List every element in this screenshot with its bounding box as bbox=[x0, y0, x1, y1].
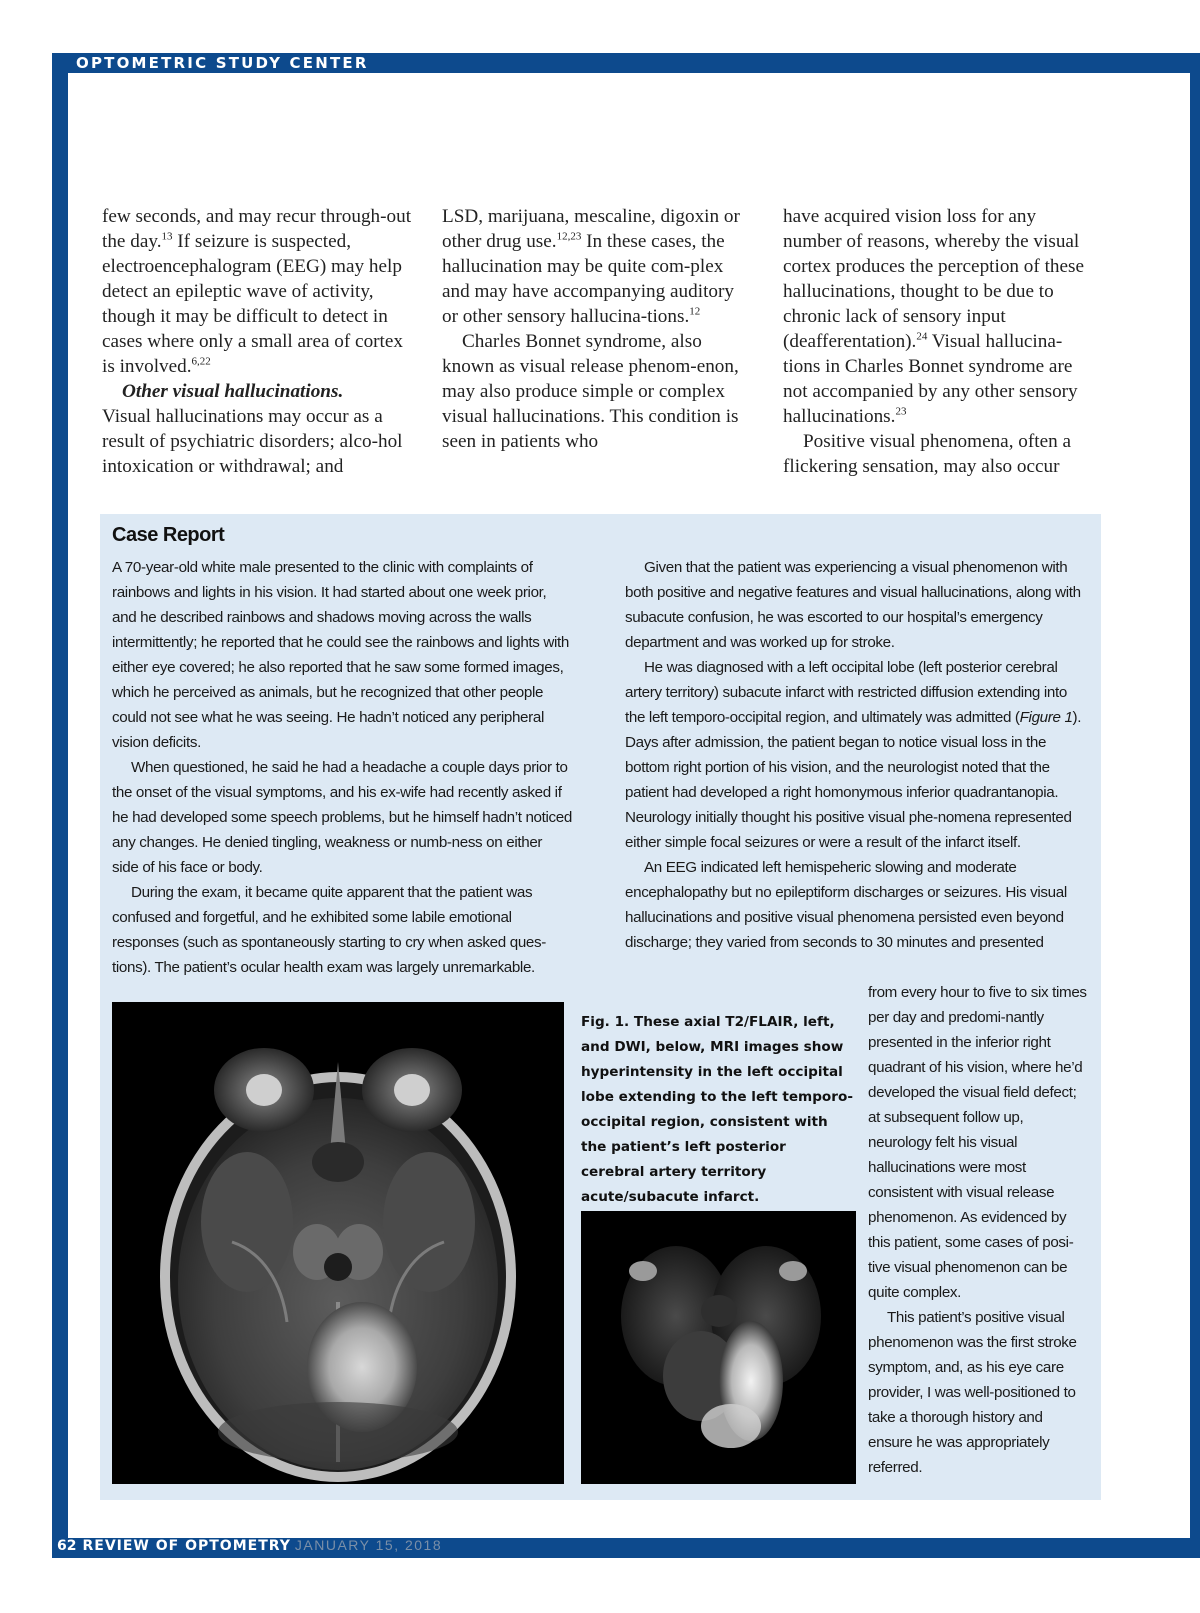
citation: 13 bbox=[161, 230, 173, 243]
case-report-narrow-column bbox=[868, 980, 1090, 1480]
article-column-1 bbox=[102, 204, 412, 479]
paragraph: He was diagnosed with a left occipital lobe (left posterior cerebral artery territory) subacute infarct with restricted diffusion extending into the left temporo-occipital region, and ultimately was admitted (Figure 1). Days after admission, the patient began to notice visual loss in the bottom right portion of his vision, and the neurologist noted that the patient had developed a right homonymous inferior quadrantanopia. Neurology initially thought his positive visual phe-nomena represented either simple focal seizures or were a result of the infarct itself. bbox=[625, 659, 1082, 851]
case-report-left-column bbox=[112, 555, 572, 980]
paragraph: Visual hallucinations may occur as a result of psychiatric disorders; alco-hol intoxication or withdrawal; and bbox=[102, 406, 403, 477]
figure-reference: Figure 1 bbox=[1019, 709, 1073, 726]
paragraph: This patient’s positive visual phenomenon was the first stroke symptom, and, as his eye care provider, I was well-positioned to take a thorough history and ensure he was appropriately referred. bbox=[868, 1309, 1077, 1476]
paragraph: Positive visual phenomena, often a flickering sensation, may also occur bbox=[783, 431, 1072, 477]
magazine-name: REVIEW OF OPTOMETRY bbox=[82, 1538, 291, 1554]
paragraph: LSD, marijuana, mescaline, digoxin or other drug use.$^{12,23}$ In these cases, the hallucination may be quite com-plex and may have accompanying auditory or other sensory hallucina-tions.$^{12}$ bbox=[442, 206, 740, 327]
page-number: 62 bbox=[57, 1538, 77, 1554]
page-footer bbox=[57, 1537, 442, 1554]
citation: 12,23 bbox=[556, 230, 582, 243]
citation: 23 bbox=[895, 405, 907, 418]
paragraph bbox=[102, 379, 412, 404]
figure-caption: Fig. 1. These axial T2/FLAIR, left, and DWI, below, MRI images show hyperintensity in the left occipital lobe extending to the left temporo-occipital region, consistent with the patient’s left posterior cerebral artery territory acute/subacute infarct. bbox=[581, 1014, 853, 1205]
paragraph: Charles Bonnet syndrome, also known as visual release phenom-enon, may also produce simple or complex visual hallucinations. This condition is seen in patients who bbox=[442, 331, 739, 452]
left-color-bar bbox=[52, 53, 68, 1558]
paragraph: During the exam, it became quite apparent that the patient was confused and forgetful, and he exhibited some labile emotional responses (such as spontaneously starting to cry when asked ques-tions). The patient’s ocular health exam was largely unremarkable. bbox=[112, 884, 546, 976]
paragraph: from every hour to five to six times per day and predomi-nantly presented in the inferior right quadrant of his vision, where he’d developed the visual field defect; at subsequent follow up, neurology felt his visual hallucinations were most consistent with visual release phenomenon. As evidenced by this patient, some cases of posi-tive visual phenomenon can be quite complex. bbox=[868, 984, 1087, 1301]
case-report-right-column bbox=[625, 555, 1083, 955]
mri-flair-image bbox=[112, 1002, 564, 1484]
article-column-3 bbox=[783, 204, 1093, 479]
case-report-box bbox=[100, 514, 1101, 1500]
citation: 24 bbox=[916, 330, 928, 343]
subheading: Other visual hallucinations. bbox=[122, 381, 344, 402]
paragraph: An EEG indicated left hemispeheric slowing and moderate encephalopathy but no epileptiform discharges or seizures. His visual hallucinations and positive visual phenomena persisted even beyond discharge; they varied from seconds to 30 minutes and presented bbox=[625, 859, 1067, 951]
paragraph: have acquired vision loss for any number of reasons, whereby the visual cortex produces the perception of these hallucinations, thought to be due to chronic lack of sensory input (deafferentation).$^{24}$ Visual hallucina-tions in Charles Bonnet syndrome are not accompanied by any other sensory hallucinations.$^{23}$ bbox=[783, 206, 1085, 427]
paragraph: A 70-year-old white male presented to the clinic with complaints of rainbows and lights in his vision. It had started about one week prior, and he described rainbows and shadows moving across the walls intermittently; he reported that he could see the rainbows and lights with either eye covered; he also reported that he saw some formed images, which he perceived as animals, but he recognized that other people could not see what he was seeing. He hadn’t noticed any peripheral vision deficits. bbox=[112, 559, 570, 751]
paragraph: few seconds, and may recur through-out the day.$^{13}$ If seizure is suspected, electroencephalogram (EEG) may help detect an epileptic wave of activity, though it may be difficult to detect in cases where only a small area of cortex is involved.$^{6,22}$ bbox=[102, 206, 412, 377]
right-color-bar bbox=[1190, 53, 1200, 1558]
citation: 6,22 bbox=[191, 355, 211, 368]
paragraph: When questioned, he said he had a headache a couple days prior to the onset of the visual symptoms, and his ex-wife had recently asked if he had developed some speech problems, but he himself hadn’t noticed any changes. He denied tingling, weakness or numb-ness on either side of his face or body. bbox=[112, 759, 572, 876]
case-report-title: Case Report bbox=[112, 524, 225, 546]
header-bar bbox=[52, 53, 1200, 73]
citation: 12 bbox=[689, 305, 701, 318]
issue-date: JANUARY 15, 2018 bbox=[294, 1537, 443, 1553]
article-column-2 bbox=[442, 204, 752, 454]
paragraph: Given that the patient was experiencing a visual phenomenon with both positive and negative features and visual hallucinations, along with subacute confusion, he was escorted to our hospital’s emergency department and was worked up for stroke. bbox=[625, 559, 1081, 651]
mri-dwi-image bbox=[581, 1211, 856, 1484]
section-label: OPTOMETRIC STUDY CENTER bbox=[76, 54, 369, 72]
